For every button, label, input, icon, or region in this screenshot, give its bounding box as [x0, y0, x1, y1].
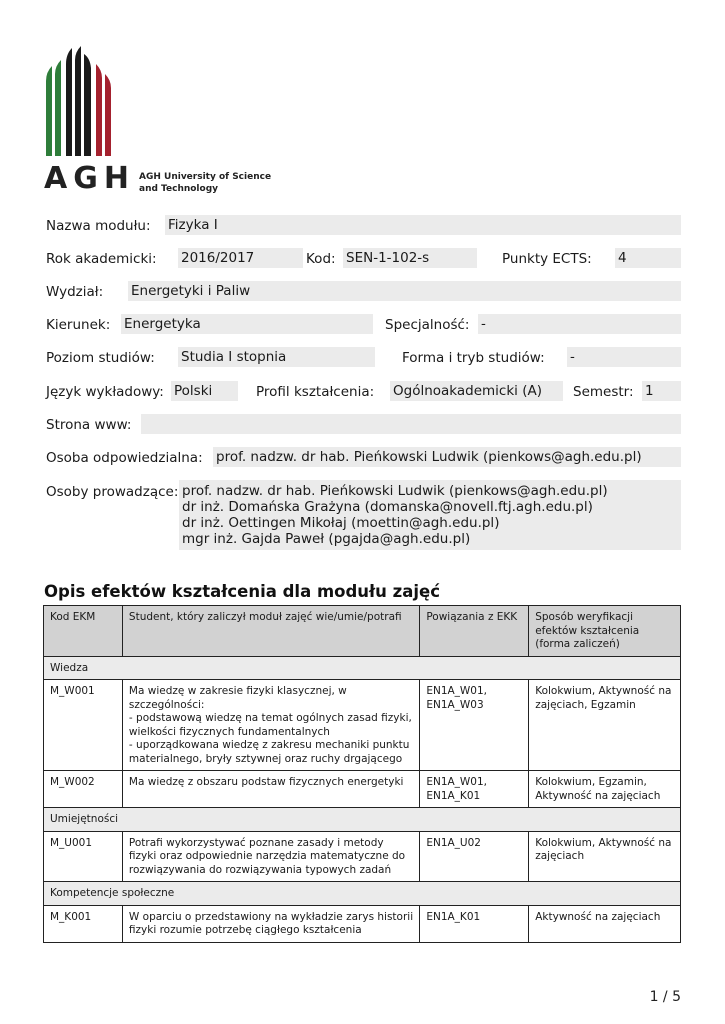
- logo-green-bar-2: [55, 60, 61, 156]
- logo-black-bar-2: [75, 46, 81, 156]
- logo-black-bar-1: [66, 48, 72, 156]
- group-row: [44, 882, 681, 906]
- logo-red-bar-1: [96, 64, 102, 156]
- semestr-label: Semestr:: [573, 384, 634, 400]
- ects-label: Punkty ECTS:: [502, 251, 592, 267]
- logo-line-1: AGH University of Science: [139, 172, 272, 182]
- opis-line: Ma wiedzę z obszaru podstaw fizycznych energetyki: [128, 776, 404, 788]
- header-ekk: Powiązania z EKK: [420, 606, 529, 657]
- osoba-prowadzaca: dr inż. Oettingen Mikołaj (moettin@agh.edu.pl): [182, 515, 500, 531]
- strona-label: Strona www:: [46, 417, 132, 433]
- page-number: 1 / 5: [649, 989, 681, 1005]
- header-weryfikacja: Sposób weryfikacji efektów kształcenia (forma zaliczeń): [529, 606, 681, 657]
- logo-red-bar-2: [105, 74, 111, 156]
- opis-line: Potrafi wykorzystywać poznane zasady i metody fizyki oraz odpowiednie narzędzia matematyczne do rozwiązywania do rozwiązywania typowych zadań: [128, 836, 406, 876]
- jezyk-value: Polski: [171, 381, 238, 401]
- section-title: Opis efektów kształcenia dla modułu zajęć: [44, 582, 441, 601]
- osoba-prowadzaca: prof. nadzw. dr hab. Pieńkowski Ludwik (pienkows@agh.edu.pl): [182, 483, 608, 499]
- osoba-prowadzaca: mgr inż. Gajda Paweł (pgajda@agh.edu.pl): [182, 531, 471, 547]
- poziom-value: Studia I stopnia: [178, 347, 375, 367]
- cell-opis: [122, 771, 419, 808]
- group-name: Wiedza: [44, 656, 681, 680]
- table-row: [44, 831, 681, 882]
- ekk-line: EN1A_W01,: [426, 685, 488, 697]
- cell-weryfikacja: Kolokwium, Aktywność na zajęciach: [529, 831, 681, 882]
- profil-value: Ogólnoakademicki (A): [390, 381, 563, 401]
- cell-opis: [122, 680, 419, 771]
- group-name: Umiejętności: [44, 808, 681, 832]
- opis-line: W oparciu o przedstawiony na wykładzie zarys historii fizyki rozumie potrzebę ciągłego kształcenia: [128, 910, 414, 936]
- specjalnosc-value: -: [478, 314, 681, 334]
- kod-value: SEN-1-102-s: [343, 248, 477, 268]
- cell-opis: [122, 905, 419, 942]
- table-row: [44, 905, 681, 942]
- logo-university-name: [139, 171, 271, 195]
- kod-label: Kod:: [306, 251, 336, 267]
- cell-ekk: [420, 905, 529, 942]
- kierunek-label: Kierunek:: [46, 317, 111, 333]
- profil-label: Profil kształcenia:: [256, 384, 375, 400]
- jezyk-label: Język wykładowy:: [46, 384, 164, 400]
- osoba-prowadzaca: dr inż. Domańska Grażyna (domanska@novell.ftj.agh.edu.pl): [182, 499, 593, 515]
- cell-ekk: [420, 680, 529, 771]
- cell-opis: [122, 831, 419, 882]
- osoba-label: Osoba odpowiedzialna:: [46, 450, 203, 466]
- wydzial-value: Energetyki i Paliw: [128, 281, 681, 301]
- ekk-line: EN1A_U02: [426, 836, 481, 849]
- opis-line: - uporządkowana wiedzę z zakresu mechaniki punktu materialnego, bryły sztywnej oraz ruchy drgającego: [128, 739, 410, 765]
- cell-kod: M_U001: [44, 831, 123, 882]
- logo-line-2: and Technology: [139, 184, 219, 194]
- agh-logo-mark: [44, 46, 120, 156]
- header-kod: Kod EKM: [44, 606, 123, 657]
- poziom-label: Poziom studiów:: [46, 350, 155, 366]
- ekk-line: EN1A_K01: [426, 789, 481, 802]
- group-name: Kompetencje społeczne: [44, 882, 681, 906]
- strona-value: [141, 414, 681, 434]
- wydzial-label: Wydział:: [46, 284, 104, 300]
- cell-weryfikacja: Kolokwium, Egzamin, Aktywność na zajęciach: [529, 771, 681, 808]
- semestr-value: 1: [642, 381, 681, 401]
- cell-ekk: [420, 771, 529, 808]
- nazwa-label: Nazwa modułu:: [46, 218, 151, 234]
- osoby-label: Osoby prowadzące:: [46, 484, 179, 500]
- opis-line: Ma wiedzę w zakresie fizyki klasycznej, w szczególności:: [128, 685, 347, 711]
- cell-kod: M_K001: [44, 905, 123, 942]
- ects-value: 4: [615, 248, 681, 268]
- osoby-values: [179, 480, 681, 550]
- table-header-row: [44, 606, 681, 657]
- header-student: Student, który zaliczył moduł zajęć wie/umie/potrafi: [122, 606, 419, 657]
- specjalnosc-label: Specjalność:: [385, 317, 470, 333]
- group-row: [44, 808, 681, 832]
- forma-value: -: [567, 347, 681, 367]
- cell-kod: M_W002: [44, 771, 123, 808]
- group-row: [44, 656, 681, 680]
- cell-kod: M_W001: [44, 680, 123, 771]
- opis-line: - podstawową wiedzę na temat ogólnych zasad fizyki, wielkości fizycznych fundamentalnych: [128, 712, 412, 738]
- kierunek-value: Energetyka: [121, 314, 373, 334]
- logo-letters: AGH: [44, 161, 135, 196]
- agh-logo: [44, 46, 274, 196]
- cell-weryfikacja: Kolokwium, Aktywność na zajęciach, Egzamin: [529, 680, 681, 771]
- nazwa-value: Fizyka I: [165, 215, 681, 235]
- ekm-table: [43, 605, 681, 943]
- cell-ekk: [420, 831, 529, 882]
- table-row: [44, 680, 681, 771]
- osoba-value: prof. nadzw. dr hab. Pieńkowski Ludwik (pienkows@agh.edu.pl): [213, 447, 681, 467]
- ekk-line: EN1A_W03: [426, 698, 484, 711]
- table-row: [44, 771, 681, 808]
- rok-label: Rok akademicki:: [46, 251, 157, 267]
- cell-weryfikacja: Aktywność na zajęciach: [529, 905, 681, 942]
- forma-label: Forma i tryb studiów:: [402, 350, 545, 366]
- ekk-line: EN1A_K01: [426, 910, 481, 923]
- rok-value: 2016/2017: [178, 248, 303, 268]
- ekk-line: EN1A_W01,: [426, 776, 488, 788]
- logo-green-bar-1: [46, 66, 52, 156]
- logo-black-bar-3: [84, 54, 91, 156]
